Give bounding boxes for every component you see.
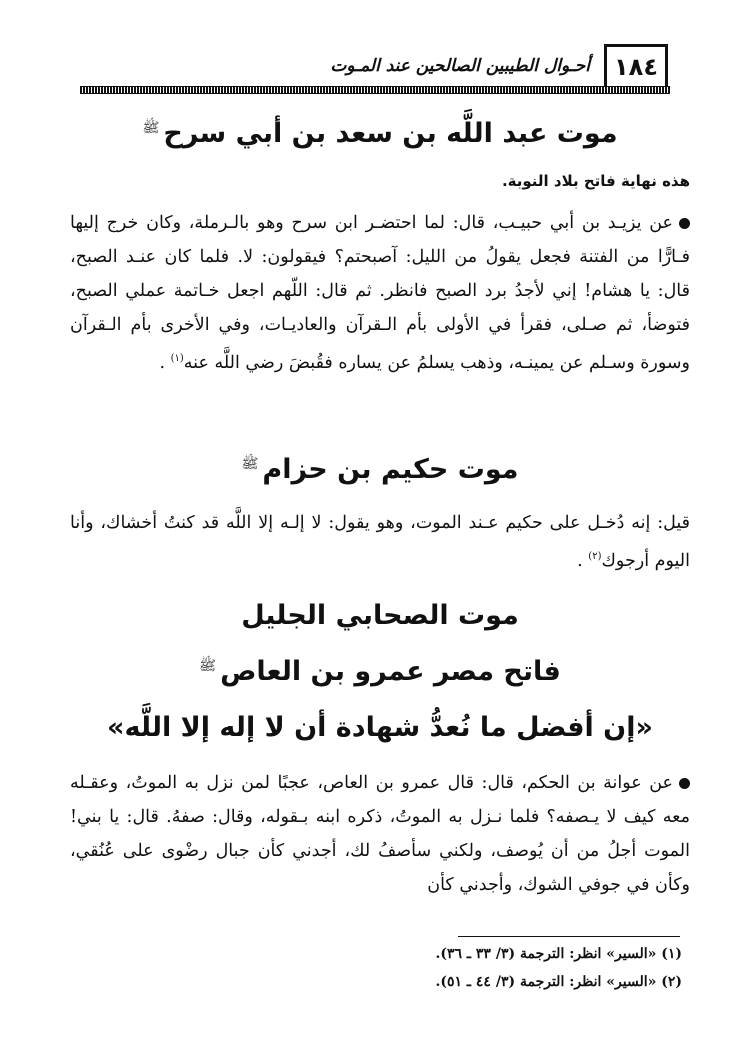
section1-paragraph-end: . [159, 352, 171, 373]
page-number-box [604, 44, 668, 86]
section3-title-line1: موت الصحابي الجليل [241, 600, 519, 631]
honorific-icon: ﷺ [241, 456, 259, 472]
section2-paragraph [70, 506, 690, 578]
section2-paragraph-text: قيل: إنه دُخـل على حكيم عـند الموت، وهو يقول: لا إلـه إلا اللَّه قد كنتُ أخشاك، وأنا اليوم أرجوك [70, 513, 690, 571]
bullet-icon [679, 218, 690, 229]
section3-title-line2-text: فاتح مصر عمرو بن العاص [220, 656, 561, 687]
section3-paragraph [70, 766, 690, 902]
bullet-icon [679, 778, 690, 789]
footnote-2: (٢) «السير» انظر: الترجمة (٣/ ٤٤ ـ ٥١). [435, 974, 682, 990]
section3-paragraph-text: عن عوانة بن الحكم، قال: قال عمرو بن العاص، عجبًا لمن نزل به الموتُ، وعقـله معه كيف لا يـصفه؟ فلما نـزل به الموتُ، ذكره ابنه بـقوله، وقال: صفهُ. قال: يا بني! الموت أجلُ من أن يُوصف، ولكني سأصفُ لك، أجدني كأن جبال رضْوى على عُنُقي، وكأن في جوفي الشوك، وأجدني كأن [70, 773, 690, 895]
running-title: أحـوال الطيبين الصالحين عند المـوت [330, 56, 590, 76]
page-number: ١٨٤ [614, 52, 658, 81]
section2-paragraph-end: . [577, 550, 589, 571]
section3-title-line3: «إن أفضل ما نُعدُّ شهادة أن لا إله إلا اللَّه» [107, 712, 653, 743]
section3-title-line2 [70, 656, 690, 687]
section1-title-text: موت عبد اللَّه بن سعد بن أبي سرح [163, 118, 618, 149]
honorific-icon: ﷺ [142, 120, 160, 136]
footnote-rule [458, 936, 680, 937]
section1-paragraph-text: عن يزيـد بن أبي حبيـب، قال: لما احتضـر ابن سرح وهو بالـرملة، وكان خرج إليها فـارًّا من الفتنة فجعل يقولُ من الليل: آصبحتم؟ فيقولون: لا. فلما كان عنـد الصبح، قال: يا هشام! إني لأجدُ برد الصبح فانظر. ثم قال: اللّهم اجعل خـاتمة عملي الصبح، فتوضأ، ثم صـلى، فقرأ في الأولى بأم الـقرآن والعاديـات، وفي الأخرى بأم الـقرآن وسورة وسـلم عن يمينـه، وذهب يسلمُ عن يساره فقُبضَ رضي اللَّه عنه [70, 213, 690, 373]
section1-subtitle: هذه نهاية فاتح بلاد النوبة. [501, 172, 690, 190]
footnote-mark-1: (١) [170, 353, 184, 364]
section2-title [70, 454, 690, 485]
section1-paragraph [70, 206, 690, 380]
footnote-1: (١) «السير» انظر: الترجمة (٣/ ٣٣ ـ ٣٦). [435, 946, 682, 962]
section1-title [70, 118, 690, 149]
header-rule [80, 86, 670, 94]
honorific-icon: ﷺ [199, 658, 217, 674]
footnote-mark-2: (٢) [588, 551, 602, 562]
section2-title-text: موت حكيم بن حزام [262, 454, 519, 485]
